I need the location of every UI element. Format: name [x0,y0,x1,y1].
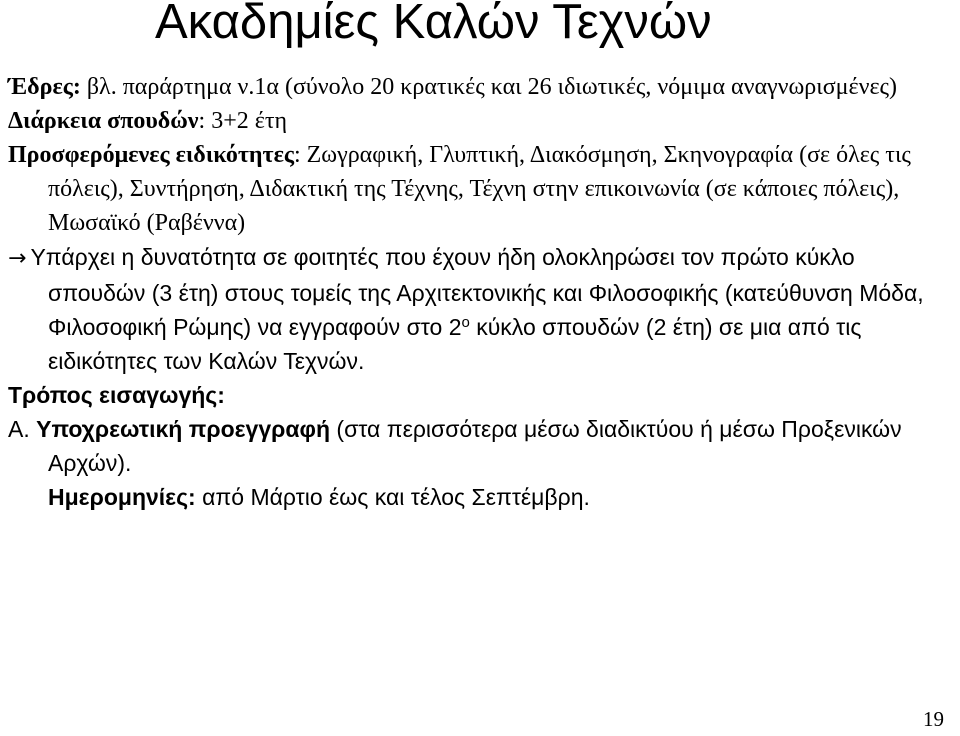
dates-paragraph [8,480,948,514]
specialties-paragraph [8,138,948,240]
duration-label: Διάρκεια σπουδών [8,108,199,134]
admission-a-text: (στα περισσότερα μέσω διαδικτύου ή μέσω Προξενικών Αρχών). [48,416,902,476]
admission-a-paragraph [8,412,948,480]
note-superscript: ο [461,314,470,331]
duration-text: : 3+2 έτη [198,108,288,134]
admission-heading: Τρόπος εισαγωγής: [8,382,225,408]
seats-label: Έδρες: [8,74,81,100]
specialties-label: Προσφερόμενες ειδικότητες [8,142,294,168]
note-paragraph [8,240,948,378]
content-block [8,70,948,514]
seats-paragraph [8,70,948,104]
admission-a-prefix: Α. [8,416,37,442]
note-text-before: Υπάρχει η δυνατότητα σε φοιτητές που έχουν ήδη ολοκληρώσει τον πρώτο κύκλο σπουδών (3 έτη) στους τομείς της Αρχιτεκτονικής και Φιλοσοφικής (κατεύθυνση Μόδα, Φιλοσοφική Ρώμης) να εγγραφούν στο 2 [30,244,924,340]
admission-a-label: Υποχρεωτική προεγγραφή [36,416,331,442]
arrow-right-icon: → [8,246,27,271]
dates-text: από Μάρτιο έως και τέλος Σεπτέμβρη. [195,484,590,510]
duration-paragraph [8,104,948,138]
page-number: 19 [923,707,944,731]
page-title: Ακαδημίες Καλών Τεχνών [155,0,712,49]
specialties-text: : Ζωγραφική, Γλυπτική, Διακόσμηση, Σκηνογραφία (σε όλες τις πόλεις), Συντήρηση, Διδακτική της Τέχνης, Τέχνη στην επικοινωνία (σε κάποιες πόλεις), Μωσαϊκό (Ραβέννα) [48,142,911,236]
dates-label: Ημερομηνίες: [48,484,196,510]
seats-text: βλ. παράρτημα ν.1α (σύνολο 20 κρατικές και 26 ιδιωτικές, νόμιμα αναγνωρισμένες) [80,74,898,100]
note-text-after: κύκλο σπουδών (2 έτη) σε μια από τις ειδικότητες των Καλών Τεχνών. [48,314,862,374]
